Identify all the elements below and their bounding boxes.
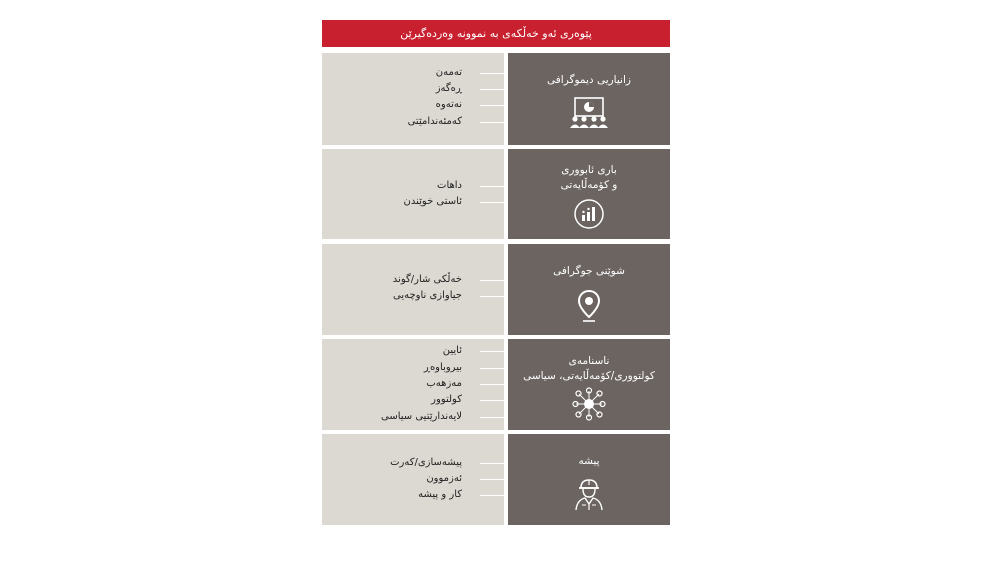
item-connector-line: [480, 479, 504, 480]
category-row-geographic: [322, 244, 670, 335]
category-title: پیشە: [578, 455, 600, 467]
list-item-label: مەزهەب: [426, 378, 462, 389]
category-panel: [508, 244, 670, 335]
list-item: [322, 392, 504, 408]
item-connector-line: [480, 73, 504, 74]
list-item: [322, 288, 504, 304]
item-connector-line: [480, 368, 504, 369]
list-item-label: خەڵکی شار/گوند: [392, 274, 462, 285]
bar-chart-circle-icon: [573, 198, 605, 234]
list-item: [322, 487, 504, 503]
audience-presentation-icon: [569, 97, 609, 133]
category-title: باری ئابووری و کۆمەڵایەتی: [560, 164, 618, 191]
list-item: [322, 376, 504, 392]
item-connector-line: [480, 417, 504, 418]
list-item-label: تەمەن: [435, 67, 462, 78]
items-panel: [322, 339, 504, 430]
item-connector-line: [480, 351, 504, 352]
item-connector-line: [480, 495, 504, 496]
worker-helmet-icon: [573, 477, 605, 515]
list-item: [322, 114, 504, 130]
list-item: [322, 272, 504, 288]
items-panel: [322, 244, 504, 335]
category-row-demographics: [322, 53, 670, 145]
list-item-label: کولتوور: [431, 394, 462, 405]
item-connector-line: [480, 89, 504, 90]
category-row-identity: [322, 339, 670, 430]
item-connector-line: [480, 400, 504, 401]
items-panel: [322, 434, 504, 525]
list-item-label: کەمئەندامێتی: [407, 116, 462, 127]
category-panel: [508, 149, 670, 239]
list-item: [322, 194, 504, 210]
list-item-label: ڕەگەز: [435, 83, 462, 94]
category-title: شوێنی جوگرافی: [553, 265, 625, 277]
list-item: [322, 343, 504, 359]
category-title: زانیاریی دیموگرافی: [547, 74, 631, 86]
list-item: [322, 178, 504, 194]
list-item: [322, 360, 504, 376]
list-item-label: کار و پیشە: [418, 489, 462, 500]
item-connector-line: [480, 105, 504, 106]
category-panel: [508, 339, 670, 430]
list-item: [322, 81, 504, 97]
list-item-label: بیروباوەڕ: [423, 362, 462, 373]
category-panel: [508, 434, 670, 525]
item-connector-line: [480, 463, 504, 464]
items-panel: [322, 149, 504, 239]
list-item: [322, 455, 504, 471]
list-item: [322, 97, 504, 113]
network-people-icon: [572, 387, 606, 425]
list-item-label: نەتەوە: [435, 99, 462, 110]
list-item: [322, 471, 504, 487]
category-row-socioeconomic: [322, 149, 670, 239]
list-item-label: لایەندارێتیی سیاسی: [381, 411, 462, 422]
category-title: ناسنامەی کولتووری/کۆمەڵایەتی، سیاسی: [523, 355, 655, 382]
item-connector-line: [480, 202, 504, 203]
diagram-title: پێوەری ئەو خەڵکەی بە نموونە وەردەگیرێن: [322, 20, 670, 47]
list-item-label: ئاستی خوێندن: [403, 196, 462, 207]
item-connector-line: [480, 384, 504, 385]
item-connector-line: [480, 296, 504, 297]
list-item-label: ئایین: [442, 345, 462, 356]
list-item: [322, 409, 504, 425]
list-item: [322, 65, 504, 81]
list-item-label: پیشەسازی/کەرت: [390, 457, 462, 468]
item-connector-line: [480, 280, 504, 281]
list-item-label: ئەزموون: [426, 473, 462, 484]
items-panel: [322, 53, 504, 145]
location-pin-icon: [577, 289, 601, 327]
category-row-occupation: [322, 434, 670, 525]
item-connector-line: [480, 186, 504, 187]
list-item-label: جیاوازی ناوچەیی: [392, 290, 462, 301]
item-connector-line: [480, 122, 504, 123]
list-item-label: داهات: [437, 180, 462, 191]
category-panel: [508, 53, 670, 145]
